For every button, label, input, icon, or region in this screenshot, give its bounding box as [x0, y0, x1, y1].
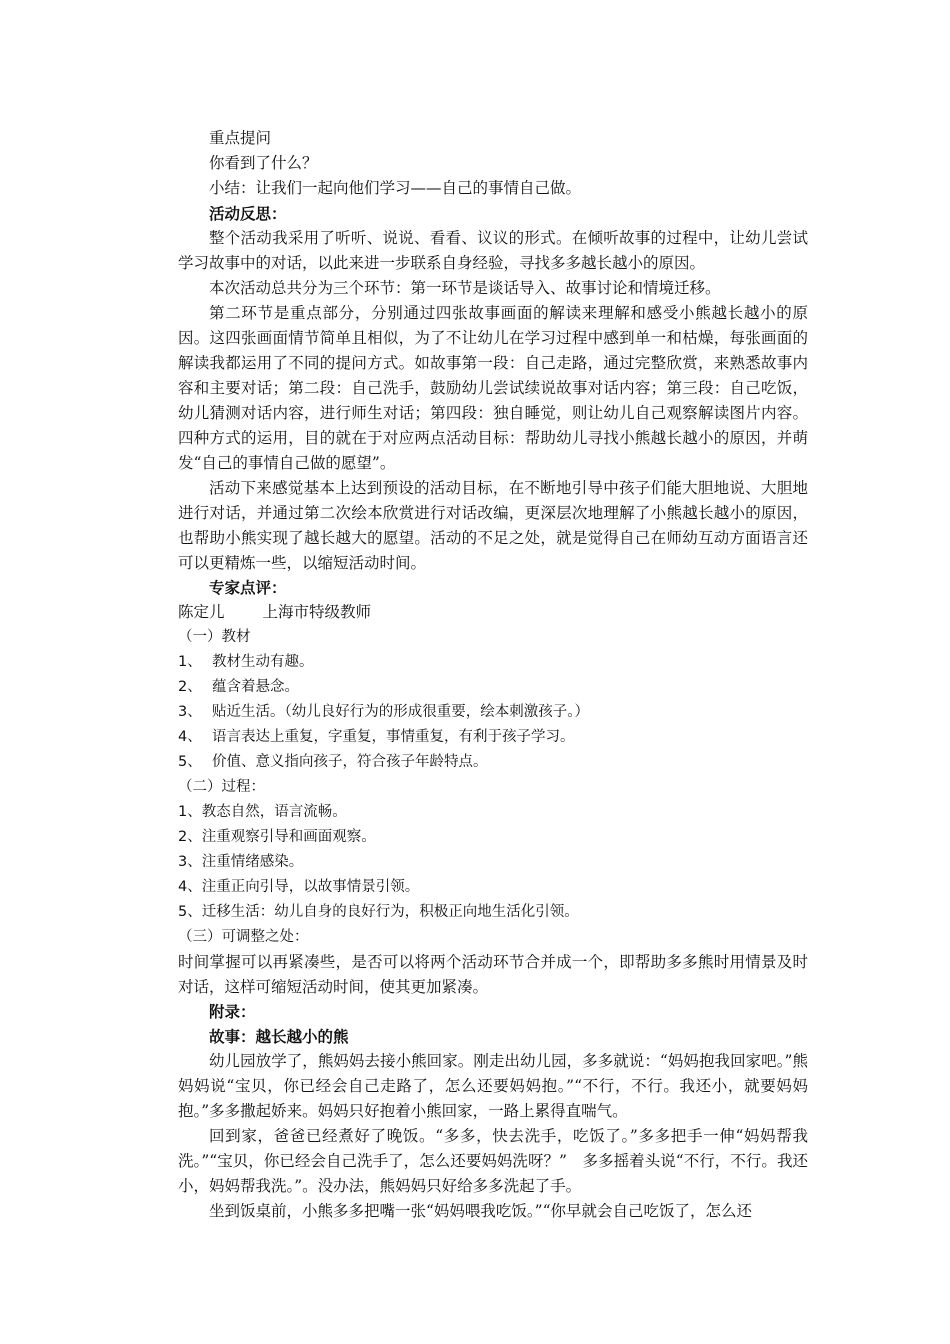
section-2-title: （二）过程： [178, 779, 265, 795]
intro-section [178, 126, 808, 201]
story-paragraph-3: 坐到饭桌前，小熊多多把嘴一张“妈妈喂我吃饭。”“你早就会自己吃饭了，怎么还 [209, 1202, 753, 1220]
question-text: 你看到了什么？ [209, 154, 318, 172]
list-item: 1、 教材生动有趣。 [178, 654, 314, 670]
section-3-text: 时间掌握可以再紧凑些，是否可以将两个活动环节合并成一个，即帮助多多熊时用情景及时对话，这样可缩短活动时间，使其更加紧凑。 [178, 953, 808, 996]
section-1-list [178, 650, 808, 775]
section-2-list [178, 800, 808, 925]
expert-title: 上海市特级教师 [262, 603, 372, 621]
expert-heading: 专家点评： [209, 578, 287, 597]
story-paragraph-1: 幼儿园放学了，熊妈妈去接小熊回家。刚走出幼儿园，多多就说：“妈妈抱我回家吧。”熊妈妈说“宝贝，你已经会自己走路了，怎么还要妈妈抱。”“不行，不行。我还小，就要妈妈抱。”多多撒起娇来。妈妈只好抱着小熊回家，一路上累得直喘气。 [178, 1052, 808, 1120]
appendix-section [178, 999, 808, 1224]
list-item: 4、 语言表达上重复，字重复，事情重复，有利于孩子学习。 [178, 729, 575, 745]
list-item: 3、 贴近生活。（幼儿良好行为的形成很重要，绘本刺激孩子。） [178, 704, 589, 720]
summary-text: 小结：让我们一起向他们学习——自己的事情自己做。 [209, 179, 582, 197]
reflection-paragraph-4: 活动下来感觉基本上达到预设的活动目标，在不断地引导中孩子们能大胆地说、大胆地进行对话，并通过第二次绘本欣赏进行对话改编，更深层次地理解了小熊越长越小的原因，也帮助小熊实现了越长越大的愿望。活动的不足之处，就是觉得自己在师幼互动方面语言还可以更精炼一些，以缩短活动时间。 [178, 479, 808, 572]
list-item: 2、 蕴含着悬念。 [178, 679, 299, 695]
focus-question-label: 重点提问 [209, 129, 272, 147]
reflection-paragraph-2: 本次活动总共分为三个环节：第一环节是谈话导入、故事讨论和情境迁移。 [209, 279, 721, 297]
reflection-paragraph-1: 整个活动我采用了听听、说说、看看、议议的形式。在倾听故事的过程中，让幼儿尝试学习故事中的对话，以此来进一步联系自身经验，寻找多多越长越小的原因。 [178, 229, 808, 272]
appendix-heading: 附录： [209, 1002, 256, 1021]
reflection-section [178, 201, 808, 576]
list-item: 5、 价值、意义指向孩子，符合孩子年龄特点。 [178, 754, 488, 770]
section-1-title: （一）教材 [178, 629, 251, 645]
reflection-paragraph-3: 第二环节是重点部分，分别通过四张故事画面的解读来理解和感受小熊越长越小的原因。这四张画面情节简单且相似，为了不让幼儿在学习过程中感到单一和枯燥，每张画面的解读我都运用了不同的提问方式。如故事第一段：自己走路，通过完整欣赏，来熟悉故事内容和主要对话；第二段：自己洗手，鼓励幼儿尝试续说故事对话内容；第三段：自己吃饭，幼儿猜测对话内容，进行师生对话；第四段：独自睡觉，则让幼儿自己观察解读图片内容。四种方式的运用，目的就在于对应两点活动目标：帮助幼儿寻找小熊越长越小的原因，并萌发“自己的事情自己做的愿望”。 [178, 304, 808, 472]
list-item: 3、注重情绪感染。 [178, 854, 304, 870]
expert-byline [178, 600, 808, 625]
section-3-title: （三）可调整之处： [178, 929, 309, 945]
list-item: 1、教态自然，语言流畅。 [178, 804, 347, 820]
expert-section [178, 575, 808, 1000]
story-paragraph-2: 回到家，爸爸已经煮好了晚饭。“多多，快去洗手，吃饭了。”多多把手一伸“妈妈帮我洗。”“宝贝，你已经会自己洗手了，怎么还要妈妈洗呀？” 多多摇着头说“不行，不行。我还小，妈妈帮我洗。”。没办法，熊妈妈只好给多多洗起了手。 [178, 1127, 808, 1195]
list-item: 5、迁移生活：幼儿自身的良好行为，积极正向地生活化引领。 [178, 904, 579, 920]
reflection-heading: 活动反思： [209, 204, 287, 223]
story-title: 故事：越长越小的熊 [209, 1027, 349, 1046]
expert-author: 陈定儿 [178, 603, 225, 621]
list-item: 2、注重观察引导和画面观察。 [178, 829, 376, 845]
list-item: 4、注重正向引导，以故事情景引领。 [178, 879, 420, 895]
